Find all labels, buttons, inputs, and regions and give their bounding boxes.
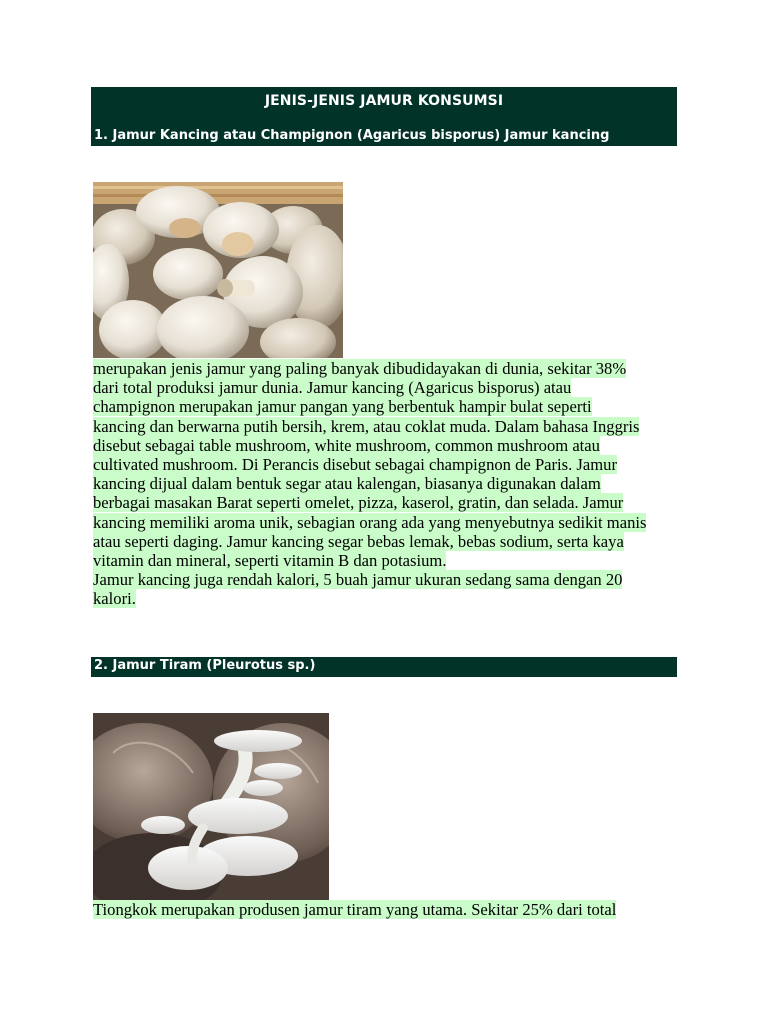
text-line: berbagai masakan Barat seperti omelet, pizza, kaserol, gratin, dan selada. Jamur bbox=[93, 493, 624, 513]
text-line: atau seperti daging. Jamur kancing segar bebas lemak, bebas sodium, serta kaya bbox=[93, 531, 624, 551]
oyster-mushroom-photo bbox=[93, 713, 329, 900]
title-band bbox=[91, 87, 677, 146]
button-mushroom-photo bbox=[93, 182, 343, 358]
section-band-2 bbox=[91, 657, 677, 677]
page-title: JENIS-JENIS JAMUR KONSUMSI bbox=[264, 93, 504, 109]
section-1-paragraph bbox=[93, 359, 683, 609]
section-2-paragraph bbox=[93, 900, 683, 919]
text-line: cultivated mushroom. Di Perancis disebut sebagai champignon de Paris. Jamur bbox=[93, 455, 617, 475]
text-line: dari total produksi jamur dunia. Jamur kancing (Agaricus bisporus) atau bbox=[93, 378, 572, 398]
text-line: kancing memiliki aroma unik, sebagian orang ada yang menyebutnya sedikit manis bbox=[93, 512, 647, 532]
text-line: Jamur kancing juga rendah kalori, 5 buah jamur ukuran sedang sama dengan 20 bbox=[93, 570, 623, 590]
text-line: merupakan jenis jamur yang paling banyak dibudidayakan di dunia, sekitar 38% bbox=[93, 359, 627, 378]
text-line: kancing dan berwarna putih bersih, krem, atau coklat muda. Dalam bahasa Inggris bbox=[93, 416, 640, 436]
section-heading-1: 1. Jamur Kancing atau Champignon (Agaricus bisporus) Jamur kancing bbox=[94, 128, 610, 143]
text-line: vitamin dan mineral, seperti vitamin B dan potasium. bbox=[93, 551, 447, 571]
text-line: kalori. bbox=[93, 589, 136, 609]
text-line: kancing dijual dalam bentuk segar atau kalengan, biasanya digunakan dalam bbox=[93, 474, 601, 494]
section-heading-2: 2. Jamur Tiram (Pleurotus sp.) bbox=[94, 658, 316, 673]
text-line: champignon merupakan jamur pangan yang berbentuk hampir bulat seperti bbox=[93, 397, 592, 417]
text-line: disebut sebagai table mushroom, white mushroom, common mushroom atau bbox=[93, 435, 600, 455]
text-line: Tiongkok merupakan produsen jamur tiram yang utama. Sekitar 25% dari total bbox=[93, 900, 617, 919]
